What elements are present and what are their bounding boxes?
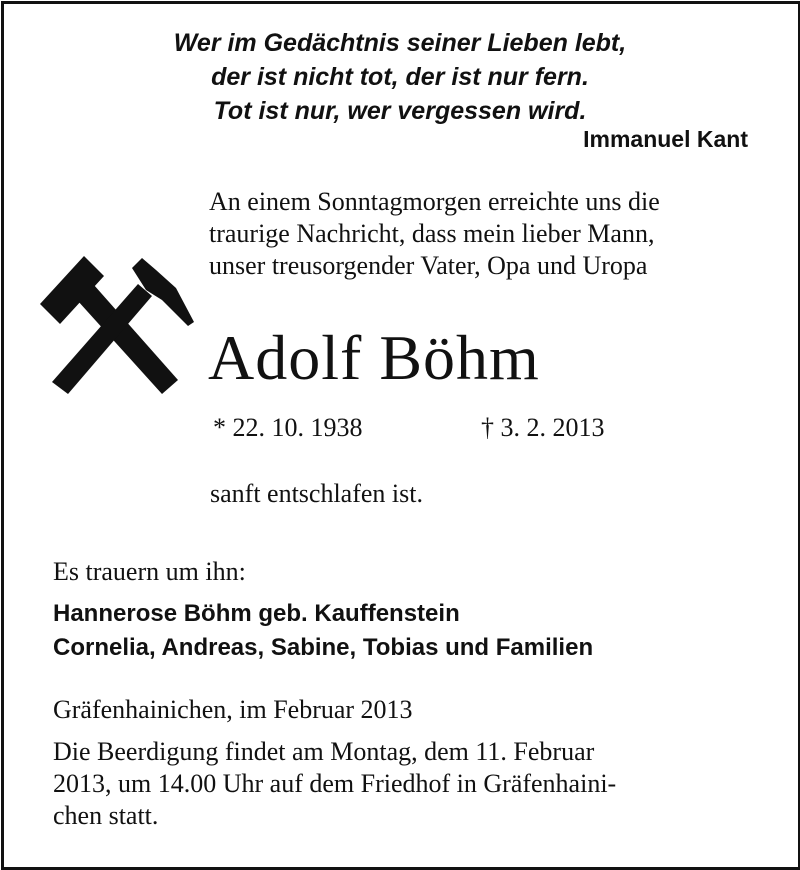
intro-line: traurige Nachricht, dass mein lieber Mann, (209, 219, 655, 248)
deceased-name: Adolf Böhm (208, 322, 540, 393)
mourner-line: Cornelia, Andreas, Sabine, Tobias und Familien (53, 634, 594, 661)
death-date: † 3. 2. 2013 (481, 413, 605, 442)
mourners-list (53, 597, 593, 665)
quote-author: Immanuel Kant (583, 126, 748, 152)
place-date: Gräfenhainichen, im Februar 2013 (53, 695, 413, 724)
intro-line: An einem Sonntagmorgen erreichte uns die (209, 187, 660, 216)
funeral-line: chen statt. (53, 801, 159, 830)
passed-text: sanft entschlafen ist. (210, 479, 423, 508)
quote-line: der ist nicht tot, der ist nur fern. (211, 63, 589, 91)
mourner-line: Hannerose Böhm geb. Kauffenstein (53, 600, 460, 627)
quote (0, 26, 800, 128)
funeral-line: 2013, um 14.00 Uhr auf dem Friedhof in Gräfenhaini- (53, 769, 617, 798)
funeral-notice (53, 736, 747, 832)
birth-date: * 22. 10. 1938 (213, 413, 363, 442)
mourners-label: Es trauern um ihn: (53, 557, 246, 586)
quote-line: Tot ist nur, wer vergessen wird. (213, 97, 587, 125)
funeral-line: Die Beerdigung findet am Montag, dem 11. Februar (53, 737, 595, 766)
hammer-and-pick-icon (38, 250, 194, 396)
intro-text (209, 186, 769, 282)
quote-line: Wer im Gedächtnis seiner Lieben lebt, (173, 29, 627, 57)
intro-line: unser treusorgender Vater, Opa und Uropa (209, 251, 648, 280)
